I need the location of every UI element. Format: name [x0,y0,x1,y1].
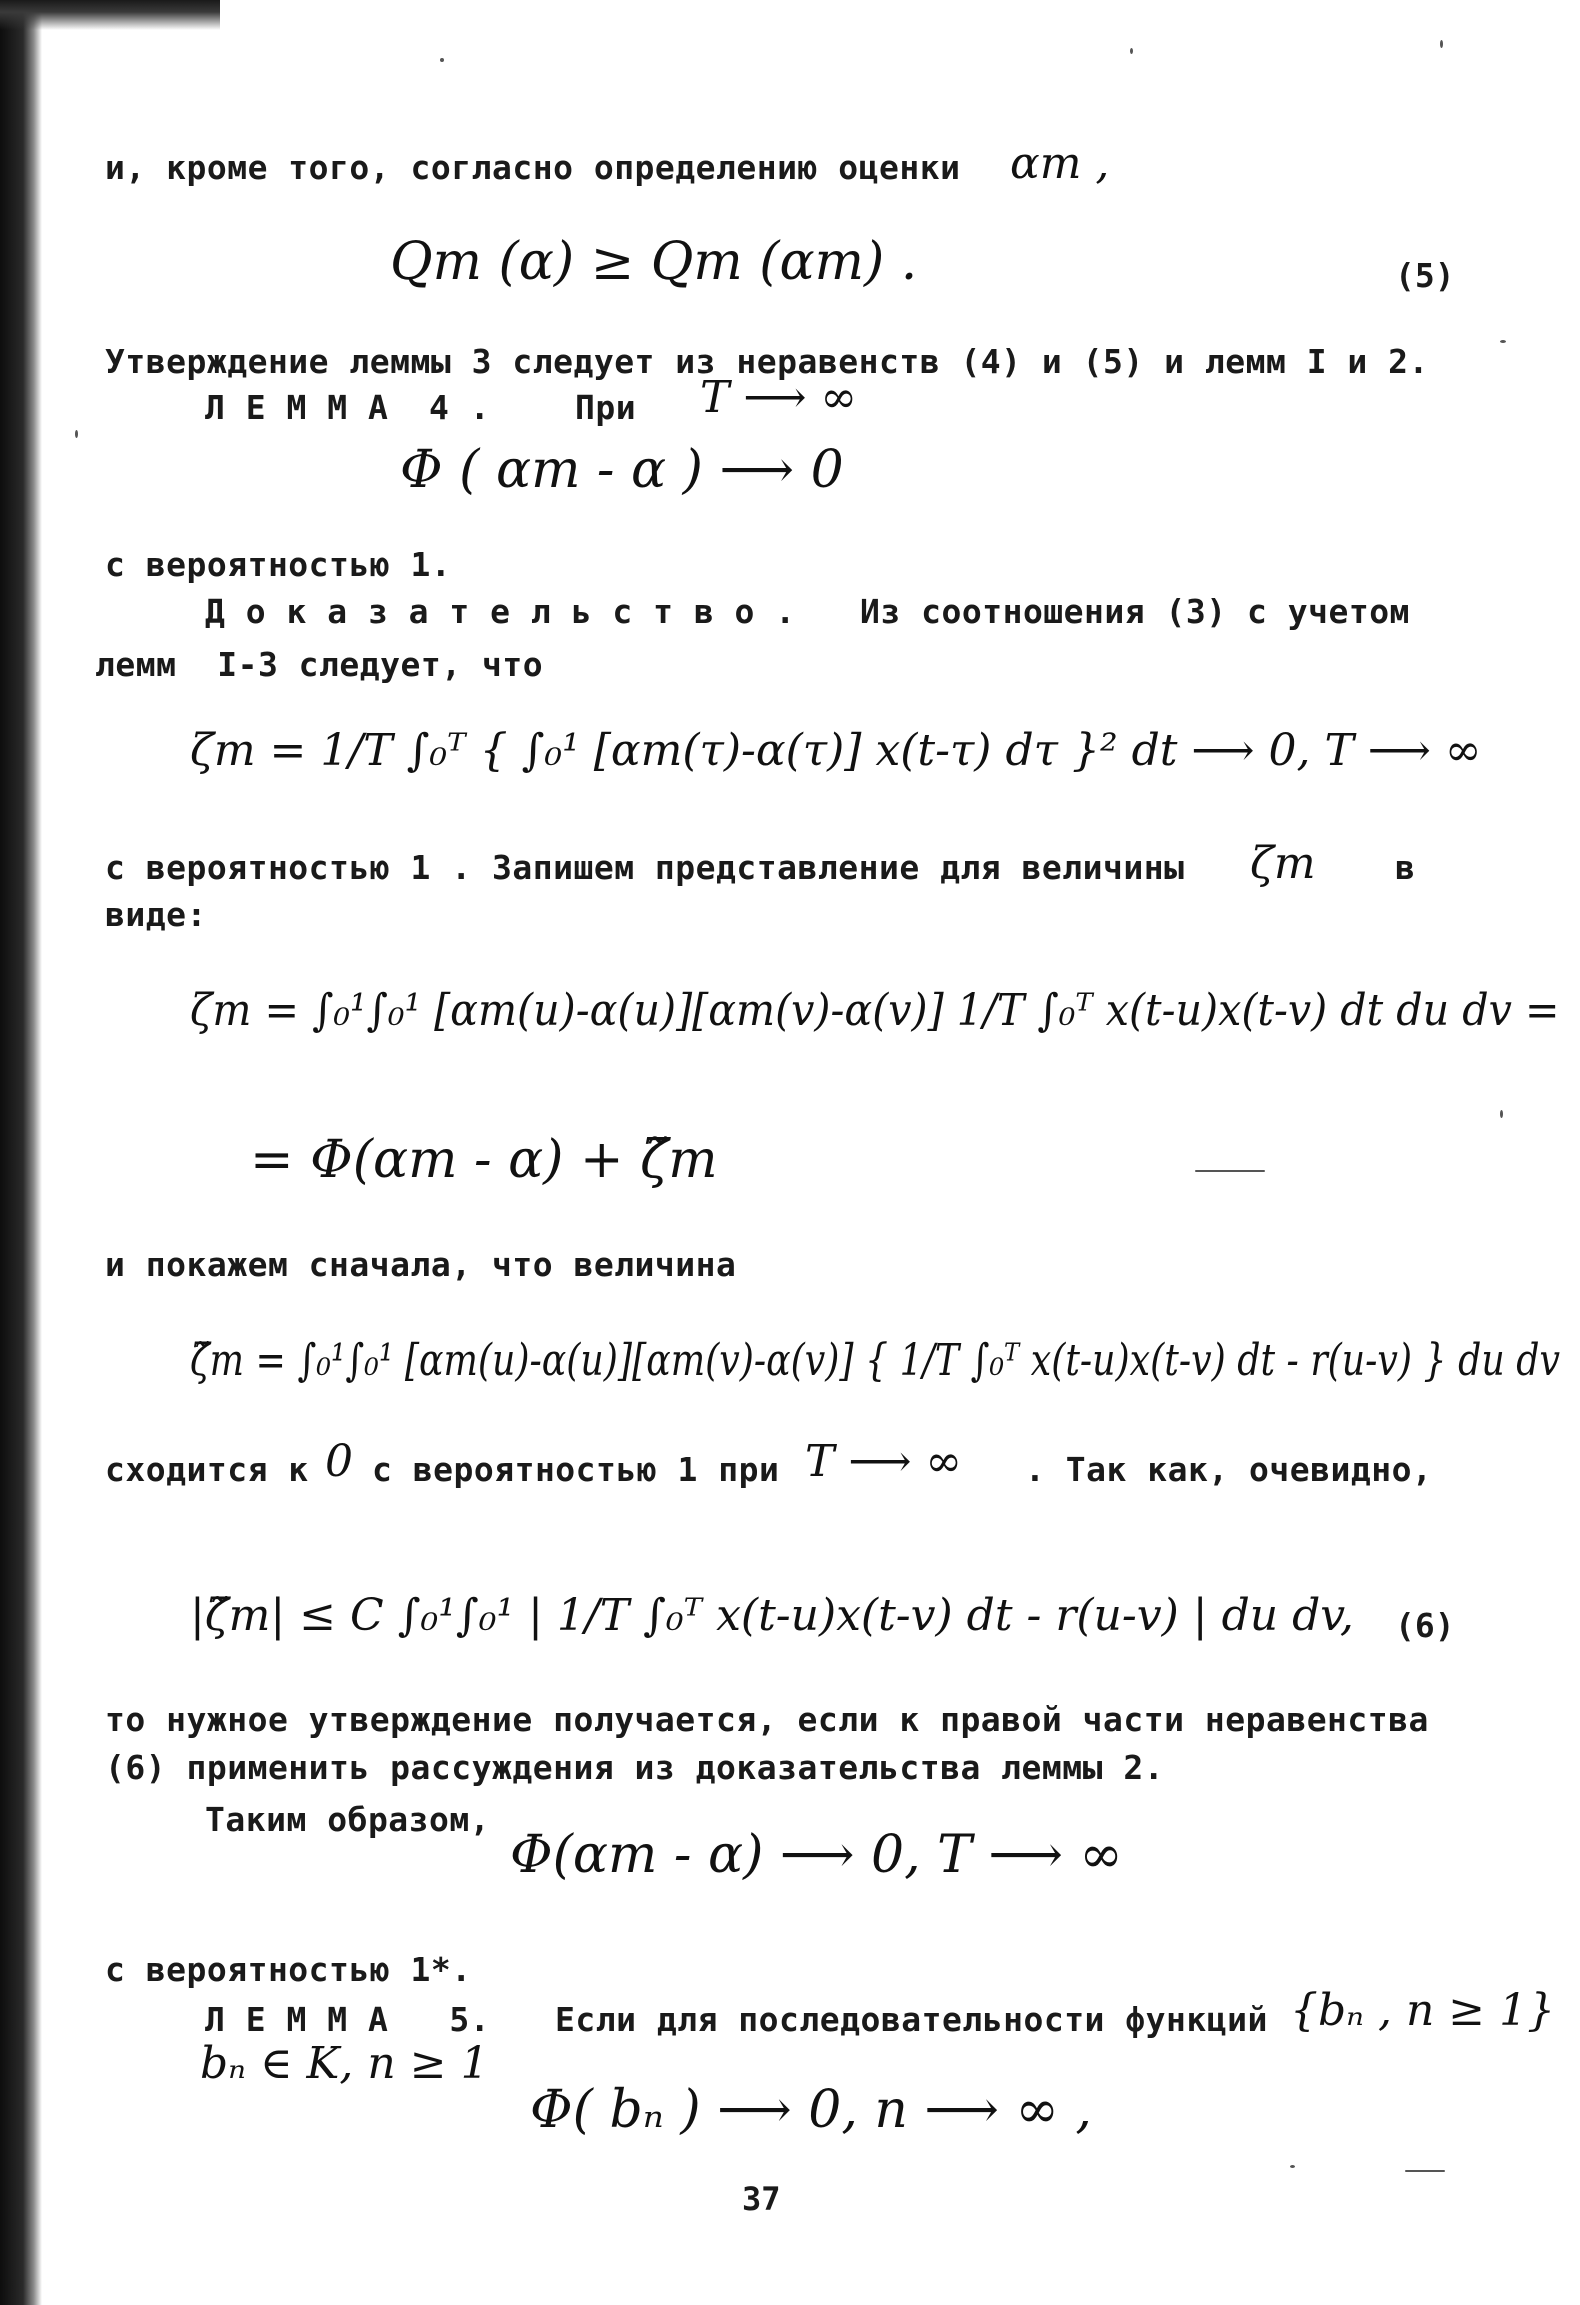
equation-6-number: (6) [1395,1606,1455,1645]
scan-speck [1195,1170,1265,1172]
scan-speck [1405,2170,1445,2172]
symbol-zero: 0 [325,1436,353,1487]
scan-corner-shadow [0,0,220,30]
scan-speck [1500,1110,1503,1118]
scan-speck [1290,2165,1295,2168]
equation-5: Qт (α) ≥ Qт (αт) . [390,232,918,292]
scan-speck [440,58,444,62]
text-line-11: Таким образом, [205,1800,491,1839]
text-line-2: Утверждение леммы 3 следует из неравенств (4) и (5) и лемм I и 2. [105,342,1429,381]
lemma-5-formula: Φ( bₙ ) ⟶ 0, n ⟶ ∞ , [530,2080,1092,2140]
equation-5-number: (5) [1395,256,1455,295]
symbol-zeta-t: ζт [1250,838,1316,889]
equation-zeta-3: = Φ(αт - α) + ζ̃т [250,1130,718,1190]
scan-binding-edge [0,0,42,2305]
equation-zeta-tilde: ζ̃т = ∫₀¹∫₀¹ [αт(u)-α(u)][αт(v)-α(v)] { 1/T ∫₀ᵀ x(t-u)x(t-v) dt - r(u-v) } du dv [190,1335,1560,1386]
page-number: 37 [742,2180,781,2218]
lemma-5-condition: bₙ ∈ K, n ≥ 1 [200,2038,489,2089]
scan-speck [1500,340,1506,343]
lemma-4-label: Л Е М М А 4 . [205,388,491,427]
equation-conclusion: Φ(αт - α) ⟶ 0, T ⟶ ∞ [510,1825,1123,1885]
text-line-5: с вероятностью 1 . Запишем представление для величины [105,848,1185,887]
text-line-6: виде: [105,895,207,934]
scan-speck [1130,48,1133,54]
lemma-4-limit: T ⟶ ∞ [700,372,858,423]
proof-text: Из соотношения (3) с учетом [860,592,1410,631]
text-line-8a: сходится к [105,1450,309,1489]
text-line-8b: с вероятностью 1 при [372,1450,780,1489]
lemma-4-text: При [575,388,637,427]
scan-speck [75,430,78,438]
lemma-5-label: Л Е М М А 5. [205,2000,491,2039]
scan-speck [1440,40,1443,48]
text-line-10: (6) применить рассуждения из доказательства леммы 2. [105,1748,1165,1787]
text-line-4: лемм I-3 следует, что [95,645,544,684]
text-line-3: с вероятностью 1. [105,545,452,584]
text-line-12: с вероятностью 1*. [105,1950,472,1989]
text-line-1: и, кроме того, согласно определению оценки [105,148,961,187]
proof-label: Д о к а з а т е л ь с т в о . [205,592,796,631]
lemma-4-formula: Φ ( αт - α ) ⟶ 0 [400,440,844,500]
equation-zeta-2: ζт = ∫₀¹∫₀¹ [αт(u)-α(u)][αт(v)-α(v)] 1/T ∫₀ᵀ x(t-u)x(t-v) dt du dv = [190,985,1560,1036]
text-line-9: то нужное утверждение получается, если к правой части неравенства [105,1700,1429,1739]
symbol-a-t: αт , [1010,138,1110,189]
lemma-5-text: Если для последовательности функций [555,2000,1268,2039]
text-line-5-end: в [1395,848,1416,887]
text-line-8-limit: T ⟶ ∞ [805,1436,963,1487]
equation-zeta-1: ζт = 1/T ∫₀ᵀ { ∫₀¹ [αт(τ)-α(τ)] x(t-τ) dτ }² dt ⟶ 0, T ⟶ ∞ [190,725,1482,776]
text-line-8c: . Так как, очевидно, [1025,1450,1433,1489]
text-line-7: и покажем сначала, что величина [105,1245,737,1284]
equation-6: |ζ̃т| ≤ C ∫₀¹∫₀¹ | 1/T ∫₀ᵀ x(t-u)x(t-v) dt - r(u-v) | du dv, [190,1590,1354,1641]
lemma-5-set: {bₙ , n ≥ 1} [1290,1985,1556,2036]
